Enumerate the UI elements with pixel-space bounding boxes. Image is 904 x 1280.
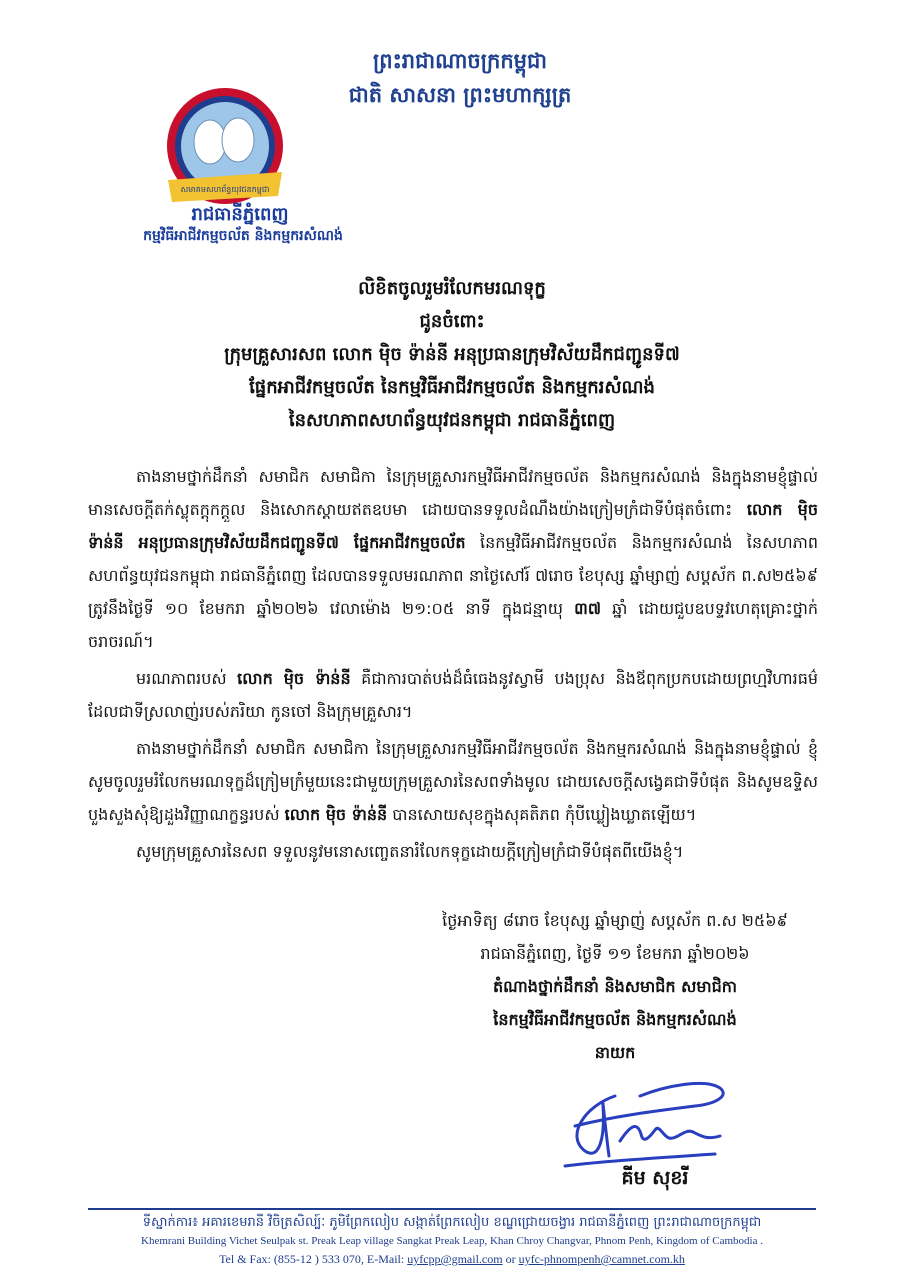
letter-body: [88, 460, 818, 872]
footer-divider: [88, 1208, 816, 1210]
addressed-to: ជូនចំពោះ: [419, 311, 485, 332]
paragraph-3: តាងនាមថ្នាក់ដឹកនាំ សមាជិក សមាជិកា នៃក្រុមគ្រួសារកម្មវិធីអាជីវកម្មចល័ត និងកម្មករសំណង់ និងក្នុងនាមខ្ញុំផ្ទាល់ ខ្ញុំសូមចូលរួមរំលែកមរណទុក្ខដ៏ក្រៀមក្រំមួយនេះជាមួយក្រុមគ្រួសារនៃសពទាំងមូល ដោយសេចក្តីសង្វេគជាទីបំផុត និងសូមឧទ្ទិសបួងសួងសុំឱ្យដួងវិញ្ញាណក្ខន្ធរបស់ លោក ម៉ិច ទ៉ាន់នី បានសោយសុខក្នុងសុគតិភព កុំបីឃ្លៀងឃ្លាតឡើយ។: [88, 739, 818, 824]
on-behalf-line-1: តំណាងថ្នាក់ដឹកនាំ និងសមាជិក សមាជិកា: [493, 977, 737, 996]
on-behalf-line-2: នៃកម្មវិធីអាជីវកម្មចល័ត និងកម្មករសំណង់: [493, 1010, 737, 1029]
signatory-title: នាយក: [594, 1043, 636, 1062]
signer-name: គីម សុខរី: [621, 1167, 689, 1189]
footer-address-english: Khemrani Building Vichet Seulpak st. Preak Leap village Sangkat Preak Leap, Khan Chroy Changvar, Phnom Penh, Kingdom of Cambodia .: [141, 1235, 763, 1247]
letter-heading: [120, 272, 784, 437]
footer-contact: Tel & Fax: (855-12 ) 533 070, E-Mail: uyfcpp@gmail.com or uyfc-phnompenh@camnet.com.kh: [219, 1252, 685, 1266]
recipient-line-2: ផ្នែកអាជីវកម្មចល័ត នៃកម្មវិធីអាជីវកម្មចល័ត និងកម្មករសំណង់: [249, 377, 655, 398]
organization-logo: [160, 84, 290, 214]
footer-address-khmer: ទីស្នាក់ការ៖ អគារខេមរានី វិចិត្រសិល្ប៍ៈ ភូមិព្រែកលៀប សង្កាត់ព្រែកលៀប ខណ្ឌជ្រោយចង្វារ រាជធានីភ្នំពេញ ព្រះរាជាណាចក្រកម្ពុជា: [142, 1215, 762, 1230]
org-city: រាជធានីភ្នំពេញ: [191, 204, 289, 225]
email-link-2[interactable]: uyfc-phnompenh@camnet.com.kh: [518, 1252, 685, 1266]
date-and-signatory: [390, 904, 840, 1069]
org-name: កម្មវិធីអាជីវកម្មចល័ត និងកម្មករសំណង់: [143, 228, 343, 244]
email-link-1[interactable]: uyfcpp@gmail.com: [407, 1252, 503, 1266]
logo-ribbon-text: សមាគមសហព័ន្ធយុវជនកម្ពុជា: [180, 185, 270, 194]
solar-date: រាជធានីភ្នំពេញ, ថ្ងៃទី ១១ ខែមករា ឆ្នាំ២០២៦: [480, 944, 750, 963]
kingdom-line-1: ព្រះរាជាណាចក្រកម្ពុជា: [372, 48, 547, 73]
handwritten-signature: [545, 1066, 735, 1176]
paragraph-1: តាងនាមថ្នាក់ដឹកនាំ សមាជិក សមាជិកា នៃក្រុមគ្រួសារកម្មវិធីអាជីវកម្មចល័ត និងកម្មករសំណង់ និងក្នុងនាមខ្ញុំផ្ទាល់ មានសេចក្តីតក់ស្លុតក្តុកក្តួល និងសោកស្តាយឥតឧបមា ដោយបានទទួលដំណឹងយ៉ាងក្រៀមក្រំជាទីបំផុតចំពោះ លោក ម៉ិច ទ៉ាន់នី អនុប្រធានក្រុមវិស័យដឹកជញ្ជូនទី៧ ផ្នែកអាជីវកម្មចល័ត នៃកម្មវិធីអាជីវកម្មចល័ត និងកម្មករសំណង់ នៃសហភាពសហព័ន្ធយុវជនកម្ពុជា រាជធានីភ្នំពេញ ដែលបានទទួលមរណភាព នាថ្ងៃសៅរ៍ ៧រោច ខែបុស្ស ឆ្នាំម្សាញ់ សប្តស័ក ព.ស២៥៦៩ ត្រូវនឹងថ្ងៃទី ១០ ខែមករា ឆ្នាំ២០២៦ វេលាម៉ោង ២១:០៥ នាទី ក្នុងជន្មាយុ ៣៧ ឆ្នាំ ដោយជួបឧបទ្ទវហេតុគ្រោះថ្នាក់ចរាចរណ៍។: [88, 467, 818, 651]
footer: [60, 1214, 844, 1268]
recipient-line-3: នៃសហភាពសហព័ន្ធយុវជនកម្ពុជា រាជធានីភ្នំពេញ: [288, 410, 616, 431]
kingdom-line-2: ជាតិ សាសនា ព្រះមហាក្សត្រ: [348, 82, 572, 107]
kingdom-header: [250, 44, 670, 112]
paragraph-2: មរណភាពរបស់ លោក ម៉ិច ទ៉ាន់នី គឺជាការបាត់បង់ដ៏ធំធេងនូវស្វាមី បងប្រុស និងឪពុកប្រកបដោយព្រហ្មវិហារធម៌ ដែលជាទីស្រលាញ់របស់ភរិយា កូនចៅ និងក្រុមគ្រួសារ។: [88, 669, 819, 721]
lunar-date: ថ្ងៃអាទិត្យ ៨រោច ខែបុស្ស ឆ្នាំម្សាញ់ សប្តស័ក ព.ស ២៥៦៩: [442, 911, 788, 930]
recipient-line-1: ក្រុមគ្រួសារសព លោក ម៉ិច ទ៉ាន់នី អនុប្រធានក្រុមវិស័យដឹកជញ្ជូនទី៧: [224, 344, 680, 365]
letter-title: លិខិតចូលរួមរំលែកមរណទុក្ខ: [358, 278, 546, 299]
paragraph-4: សូមក្រុមគ្រួសារនៃសព ទទួលនូវមនោសញ្ចេតនារំលែកទុក្ខដោយក្តីក្រៀមក្រំជាទីបំផុតពីយើងខ្ញុំ។: [136, 842, 684, 861]
